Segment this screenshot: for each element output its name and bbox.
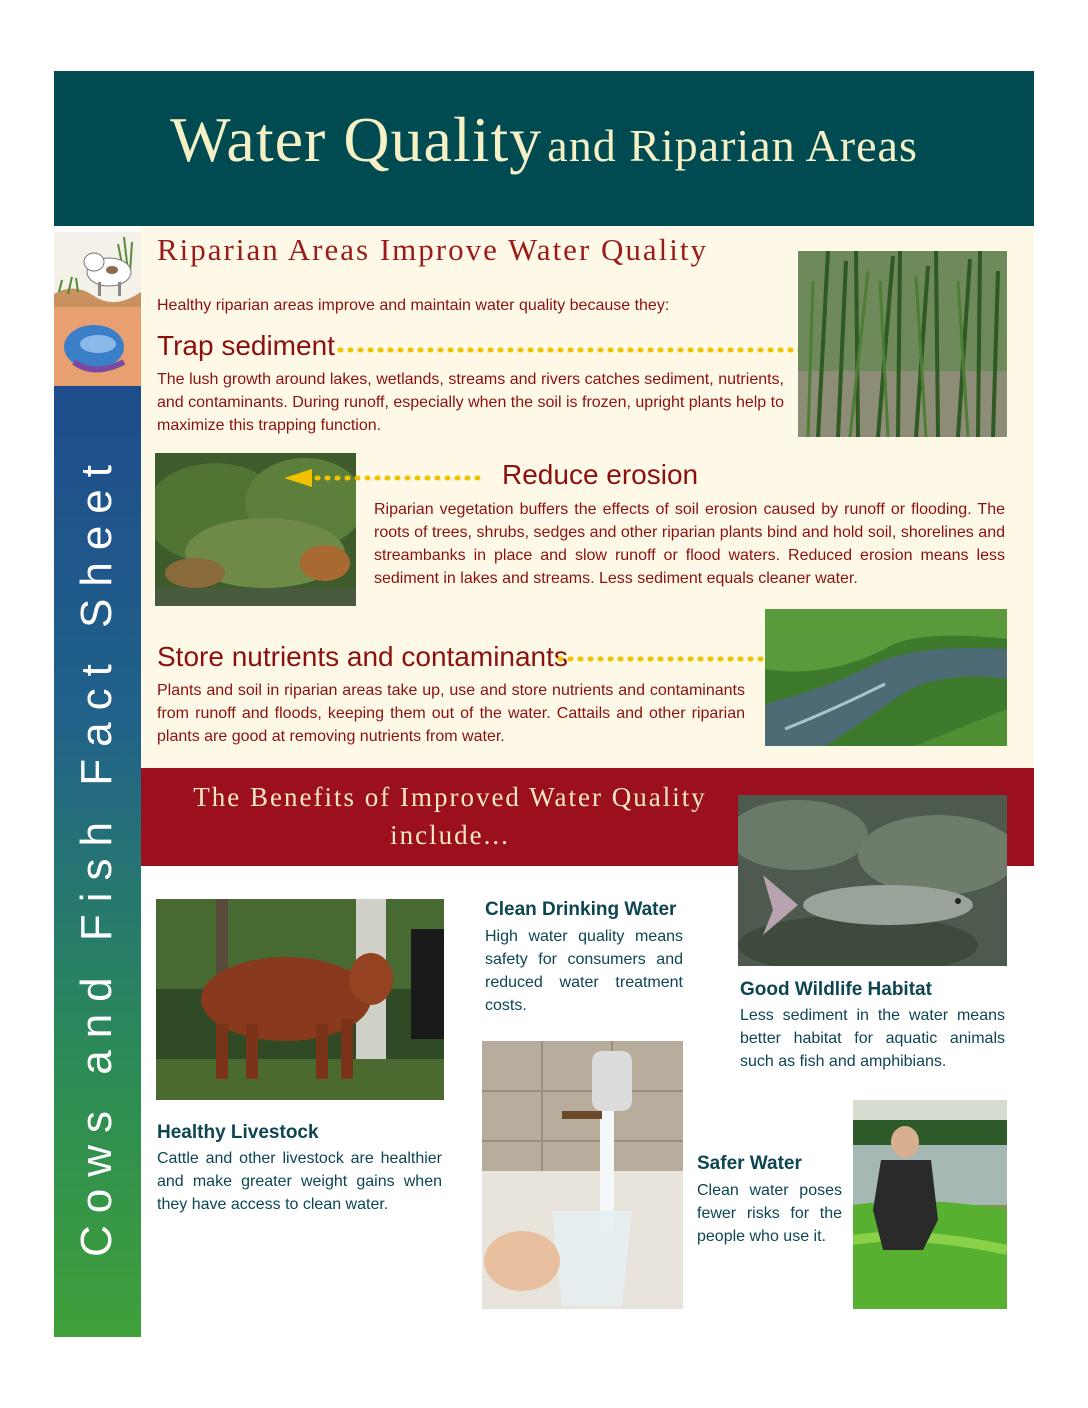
reeds-photo [798, 251, 1007, 437]
point-heading-store-nutrients: Store nutrients and contaminants [157, 641, 568, 672]
benefit-heading-clean-drinking-water: Clean Drinking Water [485, 899, 677, 920]
point-text-reduce-erosion: Riparian vegetation buffers the effects of soil erosion caused by runoff or flooding. The roots of trees, shrubs, sedges and other riparian plants bind and hold soil, shorelines and streambanks in place and slow runoff or flood waters. Reduced erosion means less sediment in lakes and streams. Less sediment equals cleaner water. [374, 501, 1005, 587]
benefit-text-safer-water: Clean water poses fewer risks for the people who use it. [697, 1182, 842, 1245]
point-text-trap-sediment: The lush growth around lakes, wetlands, streams and rivers catches sediment, nutrients, and contaminants. During runoff, especially when the soil is frozen, upright plants help to maximize this trapping function. [157, 371, 784, 434]
benefit-heading-good-wildlife-habitat: Good Wildlife Habitat [740, 979, 932, 1000]
cow-fish-clipart [54, 232, 141, 386]
sidebar-label-text: Cows and Fish Fact Sheet [72, 452, 121, 1258]
fish-photo [738, 795, 1007, 966]
shoreline-person-photo [853, 1100, 1007, 1309]
title-rest: and Riparian Areas [547, 120, 918, 171]
section-heading: Riparian Areas Improve Water Quality [157, 232, 709, 267]
point-text-store-nutrients: Plants and soil in riparian areas take up, use and store nutrients and contaminants from runoff and floods, keeping them out of the water. Cattails and other riparian plants are good at removing nutrients from water. [157, 682, 745, 745]
tap-water-photo [482, 1041, 683, 1309]
benefit-text-clean-drinking-water: High water quality means safety for consumers and reduced water treatment costs. [485, 928, 683, 1014]
cow-photo [156, 899, 444, 1100]
benefits-banner-text: The Benefits of Improved Water Quality include... [193, 782, 707, 850]
benefit-heading-healthy-livestock: Healthy Livestock [157, 1122, 319, 1143]
page-title [54, 103, 1034, 177]
title-main: Water Quality [170, 104, 543, 175]
arrow-left-2 [282, 466, 492, 490]
benefit-heading-safer-water: Safer Water [697, 1153, 802, 1174]
section-intro: Healthy riparian areas improve and maintain water quality because they: [157, 297, 670, 314]
benefit-text-healthy-livestock: Cattle and other livestock are healthier and make greater weight gains when they have access to clean water. [157, 1150, 442, 1213]
benefit-text-good-wildlife-habitat: Less sediment in the water means better habitat for aquatic animals such as fish and amphibians. [740, 1007, 1005, 1070]
point-heading-reduce-erosion: Reduce erosion [502, 459, 699, 490]
point-heading-trap-sediment: Trap sediment [157, 330, 335, 361]
stream-photo [765, 609, 1007, 746]
